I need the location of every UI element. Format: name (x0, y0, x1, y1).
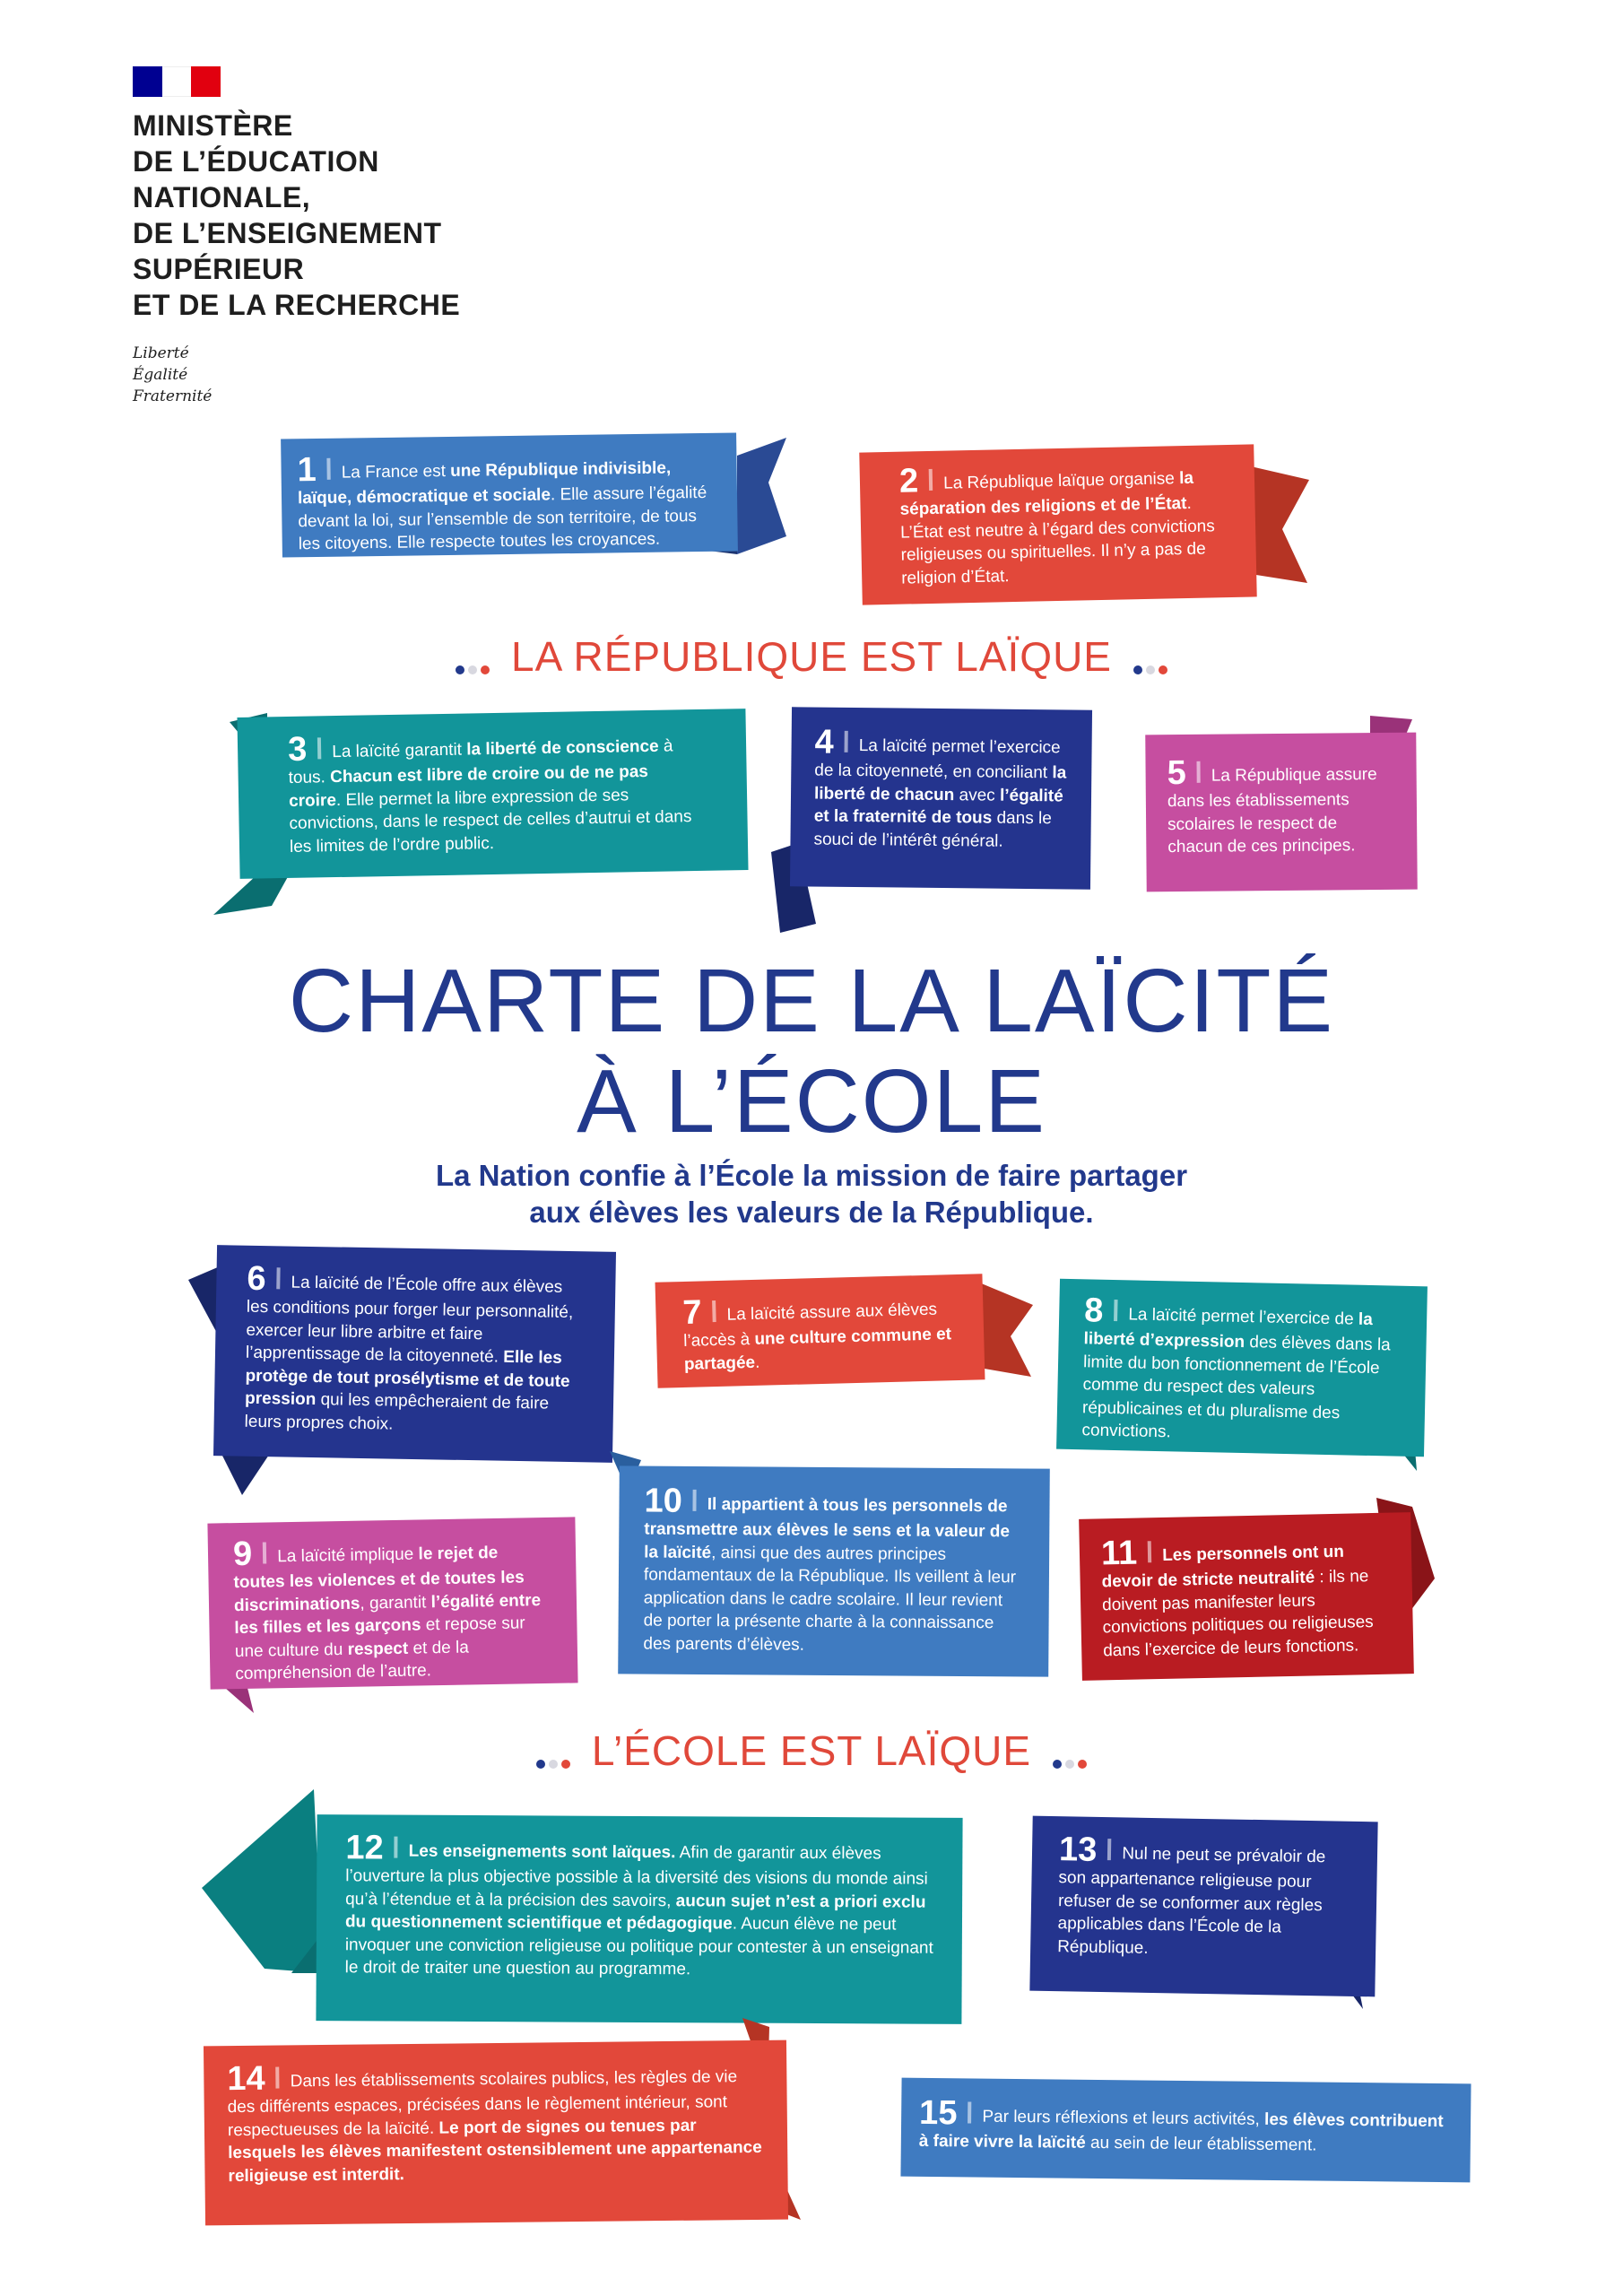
article-10: 10 Il appartient à tous les personnels de transmettre aux élèves le sens et la valeur de la laïcité, ainsi que des autres principes fondamentaux de la République. Ils veillent à leur application dans le cadre scolaire. Il leur revient de porter la présente charte à la connaissance des parents d’élèves. (610, 1451, 1058, 1684)
page-subtitle: La Nation confie à l’École la mission de faire partager aux élèves les valeurs de la République. (435, 1159, 1188, 1229)
ministry-logo (133, 66, 563, 407)
article-5: 5 La République assure dans les établissements scolaires le respect de chacun de ces principes. (1139, 716, 1426, 900)
tricolor-dots-icon (1051, 1730, 1089, 1779)
article-4: 4 La laïcité permet l’exercice de la citoyenneté, en conciliant la liberté de chacun avec l’égalité et la fraternité de tous dans le souci de l’intérêt général. (771, 709, 1112, 933)
republic-motto: Liberté Égalité Fraternité (133, 344, 213, 405)
page-title: CHARTE DE LA LAÏCITÉ À L’ÉCOLE (288, 951, 1335, 1152)
tricolor-dots-icon (454, 636, 491, 684)
section-title-republique: LA RÉPUBLIQUE EST LAÏQUE (0, 632, 1623, 684)
article-14: 14 Dans les établissements scolaires publics, les règles de vie des différents espaces, précisées dans le règlement intérieur, sont respectueuses de la laïcité. Le port de signes ou tenues par lesquels les élèves manifestent ostensiblement une appartenance religieuse est interdit. (204, 2018, 823, 2233)
tricolor-dots-icon (534, 1730, 572, 1779)
tricolor-dots-icon (1132, 636, 1169, 684)
article-1: 1 La France est une République indivisible, laïque, démocratique et sociale. Elle assure l’égalité devant la loi, sur l’ensemble de son territoire, de tous les citoyens. Elle respecte toutes les croyances. (271, 429, 786, 592)
article-15: 15 Par leurs réflexions et leurs activités, les élèves contribuent à faire vivre la laïcité au sein de leur établissement. (901, 2081, 1475, 2188)
article-3: 3 La laïcité garantit la liberté de conscience à tous. Chacun est libre de croire ou de ne pas croire. Elle permet la libre expression de ses convictions, dans le respect de celles d’autrui et dans les limites de l’ordre public. (213, 713, 747, 915)
article-6: 6 La laïcité de l’École offre aux élèves les conditions pour forger leur personnalité, exercer leur libre arbitre et faire l’apprentissage de la citoyenneté. Elle les protège de tout prosélytisme et de toute pression qui les empêcheraient de faire leurs propres choix. (188, 1239, 619, 1495)
article-12: 12 Les enseignements sont laïques. Afin de garantir aux élèves l’ouverture la plus objective possible à la diversité des visions du monde ainsi qu’à l’étendue et à la précision des savoirs, aucun sujet n’est a priori exclu du questionnement scientifique et pédagogique. Aucun élève ne peut invoquer une conviction religieuse ou politique pour contester à un enseignant le droit de traiter une question au programme. (202, 1789, 964, 2027)
article-9: 9 La laïcité implique le rejet de toutes les violences et de toutes les discriminations, garantit l’égalité entre les filles et les garçons et repose sur une culture du respect et de la compréhension de l’autre. (209, 1520, 586, 1713)
article-8: 8 La laïcité permet l’exercice de la liberté d’expression des élèves dans la limite du bon fonctionnement de l’École comme du respect des valeurs républicaines et du pluralisme des convictions. (1058, 1274, 1435, 1471)
article-11: 11 Les personnels ont un devoir de stricte neutralité : ils ne doivent pas manifester leurs convictions politiques ou religieuses dans l’exercice de leurs fonctions. (1081, 1498, 1435, 1686)
section-title-ecole: L’ÉCOLE EST LAÏQUE (0, 1726, 1623, 1779)
article-2: 2 La République laïque organise la séparation des religions et de l’État. L’État est neutre à l’égard des convictions religieuses ou spirituelles. Il n’y a pas de religion d’État. (861, 439, 1309, 619)
french-flag-icon (133, 66, 221, 97)
ministry-name: MINISTÈRE DE L’ÉDUCATION NATIONALE, DE L’ENSEIGNEMENT SUPÉRIEUR ET DE LA RECHERCHE (133, 109, 461, 321)
article-7: 7 La laïcité assure aux élèves l’accès à une culture commune et partagée. (656, 1265, 1033, 1399)
article-13: 13 Nul ne peut se prévaloir de son appartenance religieuse pour refuser de se conformer aux règles applicables dans l’École de la République. (1031, 1812, 1385, 2009)
